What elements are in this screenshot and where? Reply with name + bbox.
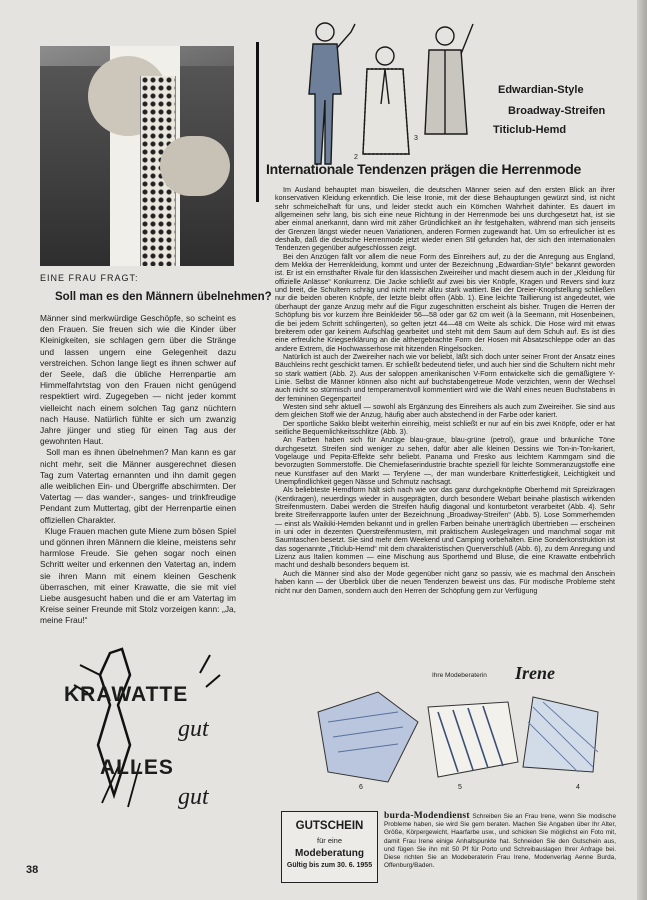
coupon-line: für eine bbox=[316, 836, 343, 845]
paragraph: Westen sind sehr aktuell — sowohl als Ergänzung des Einreihers als auch zum Zweireiher. Sie sind aus dem gleichen Stoff wie der Anzug, häufig aber auch abstechend in der Farbe oder kariert. bbox=[275, 402, 615, 420]
ad-word-alles: ALLES bbox=[100, 756, 174, 779]
coupon-validity: Gültig bis zum 30. 6. 1955 bbox=[286, 862, 373, 869]
coupon-title: GUTSCHEIN bbox=[295, 820, 364, 832]
article-headline-right: Internationale Tendenzen prägen die Herrenmode bbox=[266, 161, 582, 177]
paragraph: Auch die Männer sind also der Mode gegenüber nicht ganz so passiv, wie es machmal den Anschein haben kann — der Überblick über die neuen Tendenzen beweist uns das. Für modische Probleme steht nicht nur den Damen, sondern auch den Herren der Schöpfung gern zur Verfügung bbox=[275, 569, 615, 595]
signature-prefix: Ihre Modeberaterin bbox=[432, 672, 487, 679]
ad-word-gut-2: gut bbox=[178, 784, 209, 810]
ad-word-gut-1: gut bbox=[178, 716, 209, 742]
paragraph: Als beliebteste Hemdform hält sich nach wie vor das ganz durchgeknöpfte Oberhemd mit Spreizkragen (Kentkragen), neuerdings wieder in ausgeprägten, durch besondere Webart beinahe plastisch wirkenden Streifenmustern. Dabei werden die Streifen häufig diagonal und konturbetont verarbeitet (Abb. 4). Sehr breite Streifenrapporte laufen unter der Bezeichnung „Broadway-Streifen“ (Abb. 5). Lose Sommerhemden — einst als Waikiki-Hemden bekannt und in grellen Farben beinahe unerträglich übertrieben — erscheinen in uni oder in dezenten Querstreifenmustern, mit praktischem Auslegekragen und manchmal sogar mit Saumtaschen besetzt. Sie sind mehr dem Weekend und Camping vorbehalten. Eine Sonderkonstruktion ist das sogenannte „Titiclub-Hemd“ mit dem charakteristischen Querverschluß (Abb. 6), zu dem Anregung und Lizenz aus Italien kommen — eine Mischung aus Sporthemd und Bluse, die eine Krawatte entbehrlich macht und deshalb besonders bequem ist. bbox=[275, 486, 615, 570]
shirt-number: 5 bbox=[458, 784, 462, 791]
menswear-illustration bbox=[285, 14, 485, 172]
tie-sketch-icon bbox=[60, 645, 240, 825]
article-body-right bbox=[275, 186, 615, 595]
style-label: Titiclub-Hemd bbox=[493, 124, 567, 136]
article-headline-left: Soll man es den Männern übelnehmen? bbox=[55, 291, 272, 303]
page-gutter bbox=[637, 0, 647, 900]
paragraph: Der sportliche Sakko bleibt weiterhin einreihig, meist schließt er nur auf ein bis zwei Knöpfe, oder er hat seitliche Bequemlichkeitsschlitze (Abb. 3). bbox=[275, 419, 615, 436]
style-label: Edwardian-Style bbox=[498, 84, 584, 96]
ad-word-krawatte: KRAWATTE bbox=[64, 683, 189, 706]
shirt-number: 4 bbox=[576, 784, 580, 791]
section-kicker: EINE FRAU FRAGT: bbox=[40, 273, 139, 283]
style-label: Broadway-Streifen bbox=[508, 105, 606, 117]
page-number: 38 bbox=[26, 864, 39, 876]
paragraph: An Farben haben sich für Anzüge blau-graue, blau-grüne (petrol), graue und bräunliche Töne durchgesetzt. Streifen sind weniger zu sehen, dafür aber alle kleinen Dessins wie Ton-in-Ton-kariert, Vogelauge und Pepita-Effekte sehr beliebt. Panama und Fresko aus leichtem Kammgarn sind die bevorzugten Sommerstoffe. Die Chemiefaserindustrie brachte speziell für leichte Sommeranzugstoffe eine neue Kunstfaser auf den Markt — Terylene —, der man wunderbare Knitterfestigkeit, Leichtigkeit und Unempfindlichkeit gegen Nässe und Schmutz nachsagt. bbox=[275, 436, 615, 487]
signature-name: Irene bbox=[515, 663, 555, 683]
paragraph: Natürlich ist auch der Zweireiher nach wie vor beliebt, läßt sich doch unter seiner Front der Ansatz eines Bäuchleins recht geschickt tarnen. Er schließt bedeutend tiefer, und auch hier sind die Schultern nicht mehr so stark wattiert (Abb. 2). Aus der saloppen amerikanischen V-Form entwickelte sich die gemäßigtere Y-Linie. Selbst die Männer können also nicht auf buchstabengetreue Mode verzichten, wenn der Wechsel auch nicht so stürmisch und temperamentvoll kommentiert wird wie die Wahl eines neuen Buchstabens in der femininen Gegenpartei! bbox=[275, 352, 615, 403]
paragraph: Bei den Anzügen fällt vor allem die neue Form des Einreihers auf, zu der die Anregung aus England, dem Mekka der Herrenkleidung, kommt und unter der Bezeichnung „Edwardian-Style“ bekannt geworden ist. Er ist ein ernsthafter Rivale für den klassischen Zweireiher und macht diesem auch in der „Kleidung für offizielle Anlässe“ Konkurrenz. Die Jacke schließt auf zwei bis vier Knöpfe, Kragen und Revers sind kurz und breit, die Schultern schräg und nicht mehr allzu stark wattiert. Bei der Dreier-Knopfstellung schließen nur die beiden oberen Knöpfe, der letzte bleibt offen (Abb. 1). Eine leichte Taillierung ist angedeutet, wie überhaupt der ganze Anzug mehr auf die Figur zugeschnitten erscheint als bisher. Trugen die Herren der Schöpfung bis vor kurzem ihre Beinkleider 56—58 oder gar 62 cm weit (à la Seemann, mit Hosenbeinen, die bei jedem Schritt schlingerten), so gelten jetzt 44—48 cm Weite als schick. Die Hose wird mit etwas breiterem oder gar keinem Aufschlag gearbeitet und steht mit dem Saum auf dem Schuh auf. Es ist dies eine erfreuliche Kriegserklärung an die althergebrachte Form der Hosen mit Absatzschleppe oder an das andere Extrem, die Hochwasserhose mit hitzenden Ringelsocken. bbox=[275, 252, 615, 353]
shirt-number: 6 bbox=[359, 784, 363, 791]
column-rule bbox=[256, 42, 259, 202]
paragraph: Im Ausland behauptet man bisweilen, die deutschen Männer seien auf den ersten Blick an ihrer konservativen Kleidung erkenntlich. Die leise Ironie, mit der diese Behauptungen gewürzt sind, ist nicht sehr schmeichelhaft für uns, und leider steckt auch ein Körnchen Wahrheit dahinter. Es dauert im allgemeinen sehr lang, bis sich eine neue Richtung in der Herrenmode bei uns durchgesetzt hat, ist sie aber einmal anerkannt, dann wird mit zäher Gründlichkeit an ihr festgehalten, während man sich jenseits der Grenzen längst wieder neuen Variationen, anderen Formen zugewandt hat. Um so erfreulicher ist es deshalb, daß die deutsche Herrenmode jetzt wieder einen Stil gefunden hat, der sich den internationalen Tendenzen gegenüber aufgeschlossen zeigt. bbox=[275, 186, 615, 253]
article-body-left: Männer sind merkwürdige Geschöpfe, so scheint es den Frauen. Sie freuen sich wie die Kinder über Kleinigkeiten, sie schlagen gern über die Stränge und lassen ungern eine Gelegenheit dazu verstreichen. Schon lange liegt es ihnen schwer auf der Seele, daß die übliche Herrenpartie am Himmelfahrtstag von den Frauen nicht genügend respektiert wird. Zugegeben — nicht jeder kommt vielleicht nach einem solchen Tag ganz nüchtern nach Hause. Natürlich fühlte er sich um zwanzig Jahre jünger und stieg für einen Tag aus der gewohnten Haut. Soll man es ihnen übelnehmen? Man kann es gar nicht mehr, seit die Männer ausgerechnet diesen Tag zum Vatertag ernannten und ihn damit gegen alle weiblichen Ein- und Übergriffe abschirmten. Der Vatertag — das wander-, sanges- und trinkfreudige Pendant zum Muttertag, gibt der Herrenpartie einen offiziellen Charakter. Kluge Frauen machen gute Miene zum bösen Spiel und gönnen ihren Männern die kleine, meistens sehr harmlose Freude. Sie gehen sogar noch einen Schritt weiter und erkennen den Vatertag an, indem sie ihren Mann mit einem kleinen Geschenk überraschen, mit einer Krawatte, die sie mit viel Liebe ausgesucht haben und die er am Vatertag im Kreise seiner Freunde mit Stolz vorzeigen kann: „Ja, meine Frau!“ bbox=[40, 313, 237, 626]
coupon-box[interactable] bbox=[281, 811, 378, 883]
burda-service-text: Schreiben Sie an Frau Irene, wenn Sie modische Probleme haben, sie wird Sie gern beraten. Machen Sie Angaben über Ihr Alter, Größe, Körpergewicht, Haarfarbe usw., und schicken Sie möglichst ein Foto mit, damit Frau Irene einige Anhaltspunkte hat. Schneiden Sie den Gutschein aus, und fügen Sie ihn mit 50 Pf für Porto und Schreibauslagen Ihrer Anfrage bei. Diese richten Sie an Modeberaterin Frau Irene, Modenverlag Aenne Burda, Offenburg/Baden. bbox=[384, 813, 616, 870]
burda-service-notice bbox=[384, 812, 616, 870]
figure-number: 2 bbox=[354, 154, 358, 161]
burda-service-name: burda-Modendienst bbox=[384, 811, 470, 821]
coupon-line: Modeberatung bbox=[295, 848, 364, 859]
figure-number: 3 bbox=[414, 135, 418, 142]
tie-photo bbox=[40, 46, 234, 266]
